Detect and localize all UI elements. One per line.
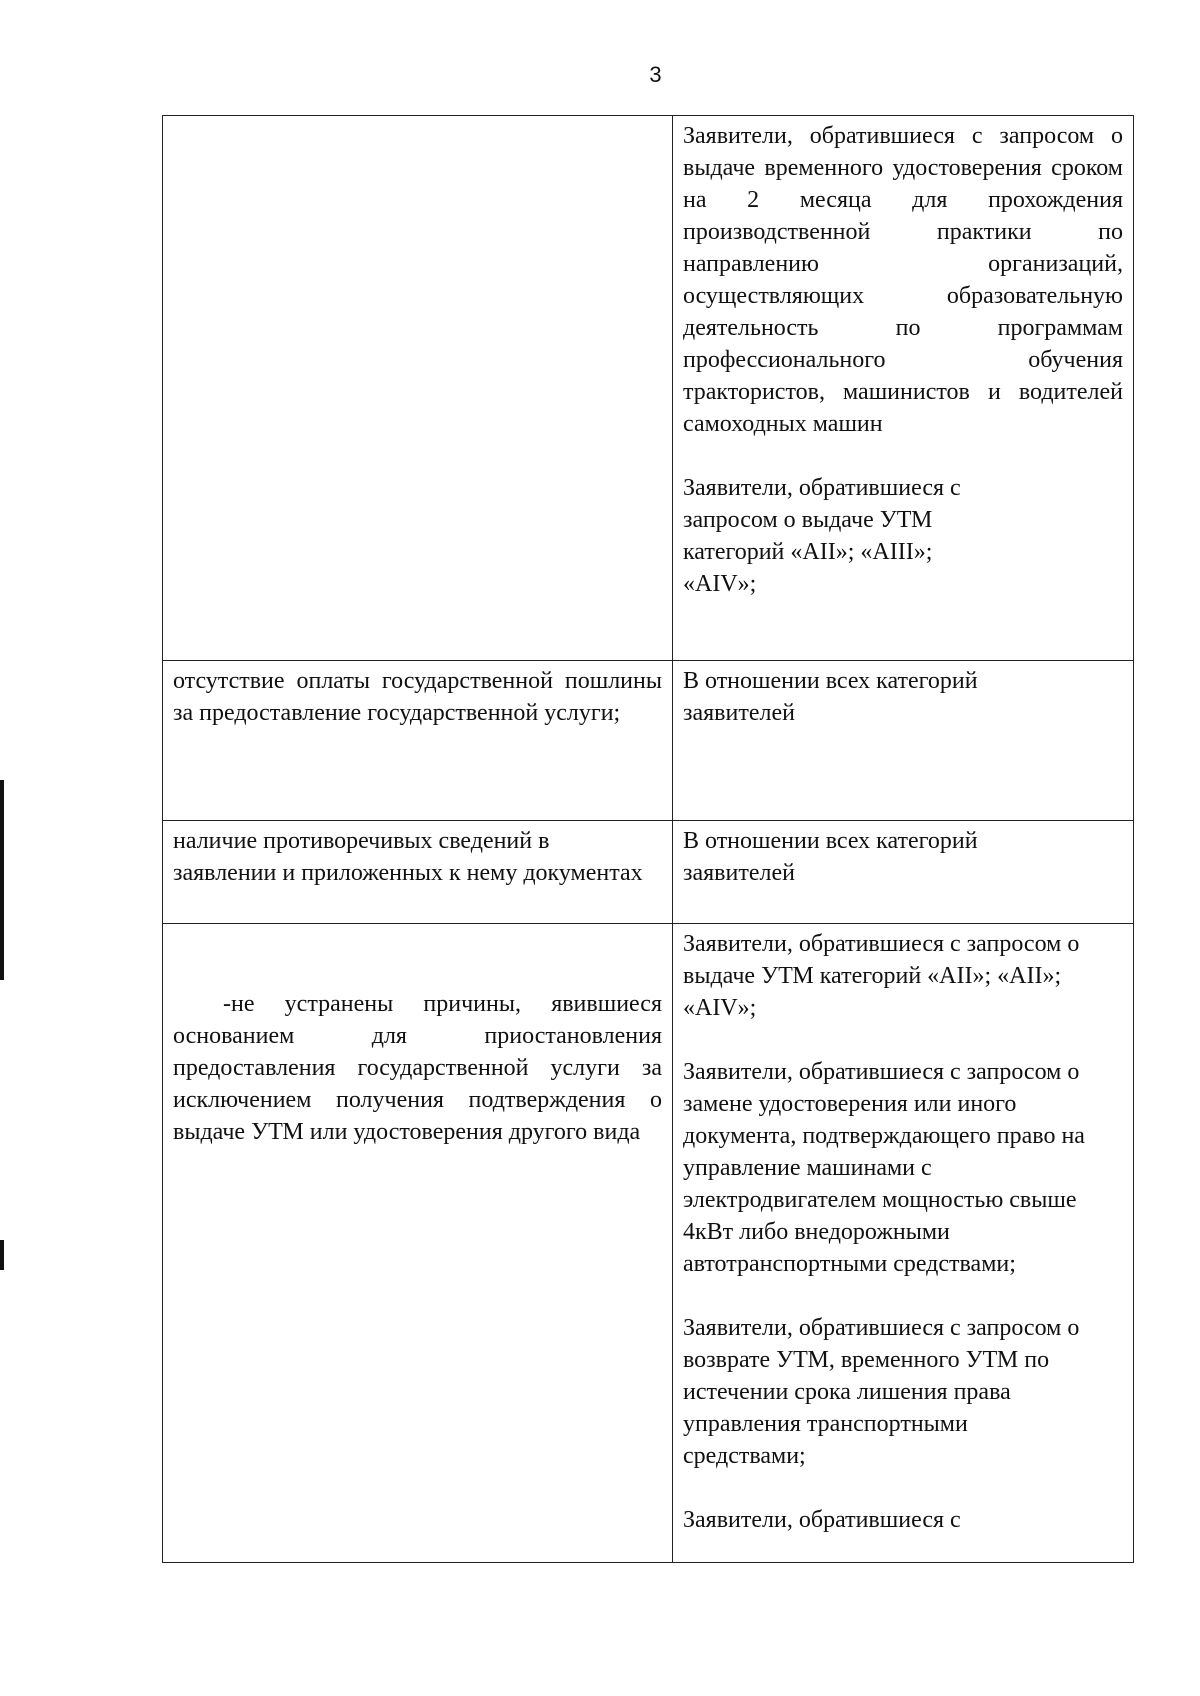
table-cell-left: [163, 821, 673, 924]
cell-paragraph: Заявители, обратившиеся с запросом о замене удостоверения или иного документа, подтверждающего право на управление машинами с электродвигателем мощностью свыше 4кВт либо внедорожными автотранспортными средствами;: [683, 1059, 1085, 1277]
table-cell-right: [673, 821, 1134, 924]
cell-paragraph: Заявители, обратившиеся с запросом о возврате УТМ, временного УТМ по истечении срока лишения права управления транспортными средствами;: [683, 1315, 1080, 1469]
table-cell-left: [163, 661, 673, 821]
table-cell-left: [163, 924, 673, 1563]
scan-edge-mark: [0, 1240, 4, 1270]
cell-paragraph: Заявители, обратившиеся с запросом о выдаче УТМ категорий «AII»; «AIII»; «AIV»;: [683, 475, 961, 597]
table-row: [163, 116, 1134, 661]
cell-paragraph: Заявители, обратившиеся с запросом о выдаче УТМ категорий «AII»; «AII»; «AIV»;: [683, 931, 1080, 1021]
scan-edge-mark: [0, 780, 4, 980]
table-row: [163, 661, 1134, 821]
cell-paragraph: В отношении всех категорий заявителей: [683, 828, 978, 886]
cell-paragraph: В отношении всех категорий заявителей: [683, 668, 978, 726]
table-cell-right: [673, 661, 1134, 821]
page-number: 3: [649, 62, 662, 87]
cell-paragraph: Заявители, обратившиеся с: [683, 1507, 961, 1533]
table-cell-right: [673, 116, 1134, 661]
cell-paragraph: -не устранены причины, явившиеся основанием для приостановления предоставления государственной услуги за исключением получения подтверждения о выдаче УТМ или удостоверения другого вида: [173, 991, 662, 1145]
cell-paragraph: наличие противоречивых сведений в заявлении и приложенных к нему документах: [173, 828, 643, 886]
table-cell-right: [673, 924, 1134, 1563]
table-row: [163, 924, 1134, 1563]
cell-paragraph: Заявители, обратившиеся с запросом о выдаче временного удостоверения сроком на 2 месяца для прохождения производственной практики по направлению организаций, осуществляющих образовательную деятельность по программам профессионального обучения трактористов, машинистов и водителей самоходных машин: [683, 123, 1123, 437]
cell-paragraph: отсутствие оплаты государственной пошлины за предоставление государственной услуги;: [173, 668, 662, 726]
document-table: [162, 115, 1134, 1563]
table-cell-left: [163, 116, 673, 661]
table-row: [163, 821, 1134, 924]
